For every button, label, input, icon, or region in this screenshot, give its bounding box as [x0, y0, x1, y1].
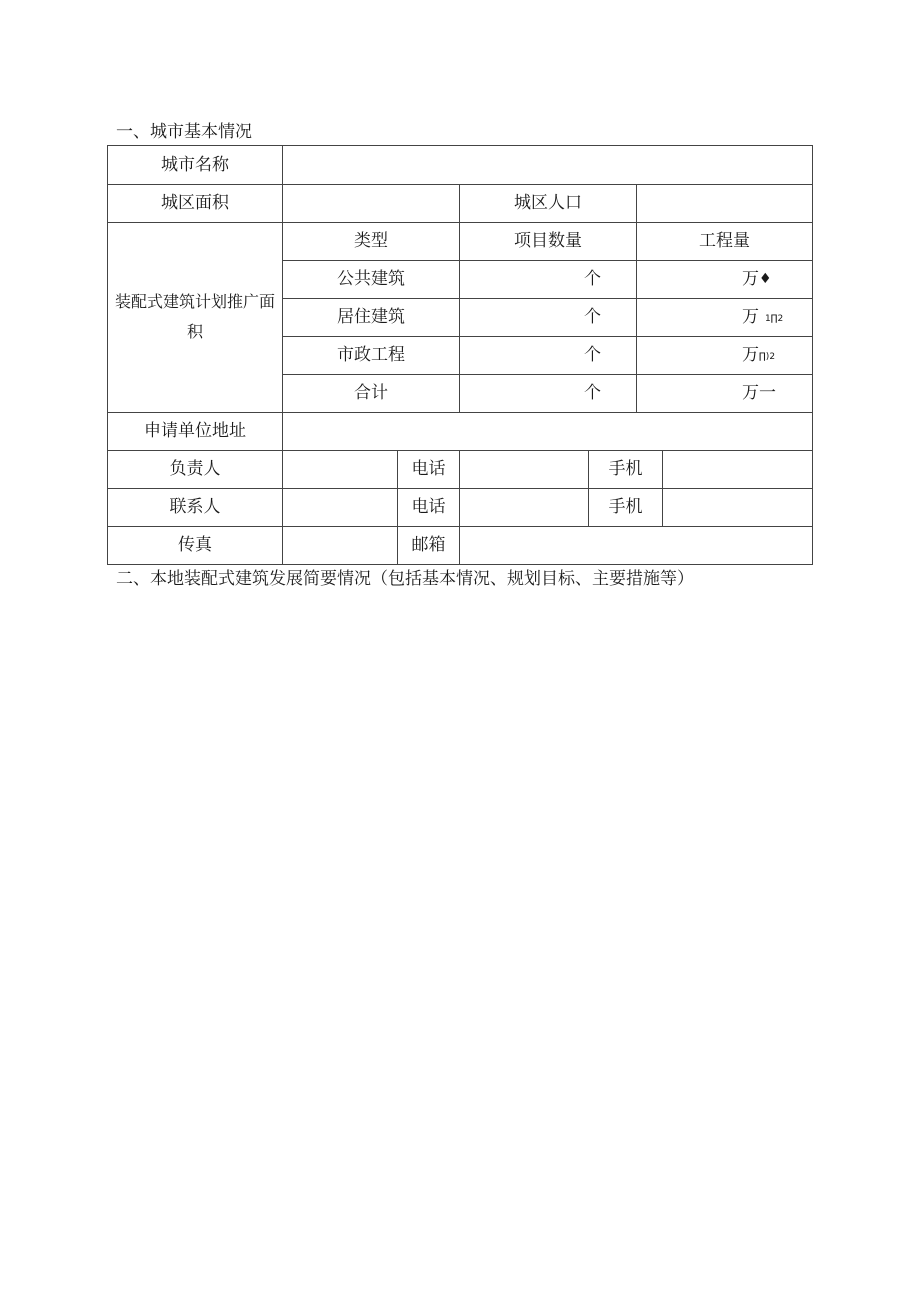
row-type: 公共建筑 [337, 269, 405, 289]
row-type: 居住建筑 [337, 307, 405, 327]
row-volume-unit [742, 260, 810, 298]
city-info-table [107, 145, 813, 565]
email-label: 邮箱 [411, 535, 446, 555]
row-type: 市政工程 [337, 345, 405, 365]
section-1-title: 一、城市基本情况 [116, 122, 252, 142]
mobile-label: 手机 [608, 459, 643, 479]
area-field[interactable] [283, 184, 459, 222]
contact-label: 联系人 [169, 497, 221, 517]
phone-field[interactable] [460, 488, 588, 526]
row-volume-unit [742, 336, 810, 374]
fax-field[interactable] [283, 526, 397, 564]
person-label: 负责人 [169, 459, 221, 479]
row-count-unit: 个 [584, 345, 601, 365]
plan-area-label: 装配式建筑计划推广面积 [114, 292, 275, 341]
volume-unit: 万 [742, 383, 759, 403]
volume-header: 工程量 [699, 231, 750, 251]
volume-unit: 万 [742, 269, 759, 289]
contact-field[interactable] [283, 488, 397, 526]
person-field[interactable] [283, 450, 397, 488]
section-2-title: 二、本地装配式建筑发展简要情况（包括基本情况、规划目标、主要措施等） [116, 569, 694, 589]
row-volume-unit [742, 374, 810, 412]
mobile-field[interactable] [663, 450, 812, 488]
city-name-label: 城市名称 [161, 155, 229, 175]
row-count-unit: 个 [584, 269, 601, 289]
row-count-unit: 个 [584, 307, 601, 327]
city-name-field[interactable] [283, 146, 812, 184]
volume-unit: 万 [742, 345, 759, 365]
phone-field[interactable] [460, 450, 588, 488]
volume-suffix: ♦ [759, 271, 772, 287]
population-label: 城区人口 [514, 193, 582, 213]
phone-label: 电话 [411, 497, 446, 517]
volume-suffix: ∏)2 [759, 352, 776, 362]
phone-label: 电话 [411, 459, 446, 479]
address-label: 申请单位地址 [144, 421, 246, 441]
area-label: 城区面积 [161, 193, 229, 213]
volume-unit: 万 [742, 307, 759, 327]
fax-label: 传真 [178, 535, 212, 555]
mobile-label: 手机 [608, 497, 643, 517]
population-field[interactable] [637, 184, 812, 222]
email-field[interactable] [460, 526, 812, 564]
count-header: 项目数量 [514, 231, 582, 251]
mobile-field[interactable] [663, 488, 812, 526]
row-type: 合计 [354, 383, 388, 403]
volume-suffix: 1∏2 [765, 314, 784, 324]
address-field[interactable] [283, 412, 812, 450]
volume-suffix: 一 [759, 383, 776, 403]
row-volume-unit [742, 298, 810, 336]
row-count-unit: 个 [584, 383, 601, 403]
type-header: 类型 [354, 231, 388, 251]
